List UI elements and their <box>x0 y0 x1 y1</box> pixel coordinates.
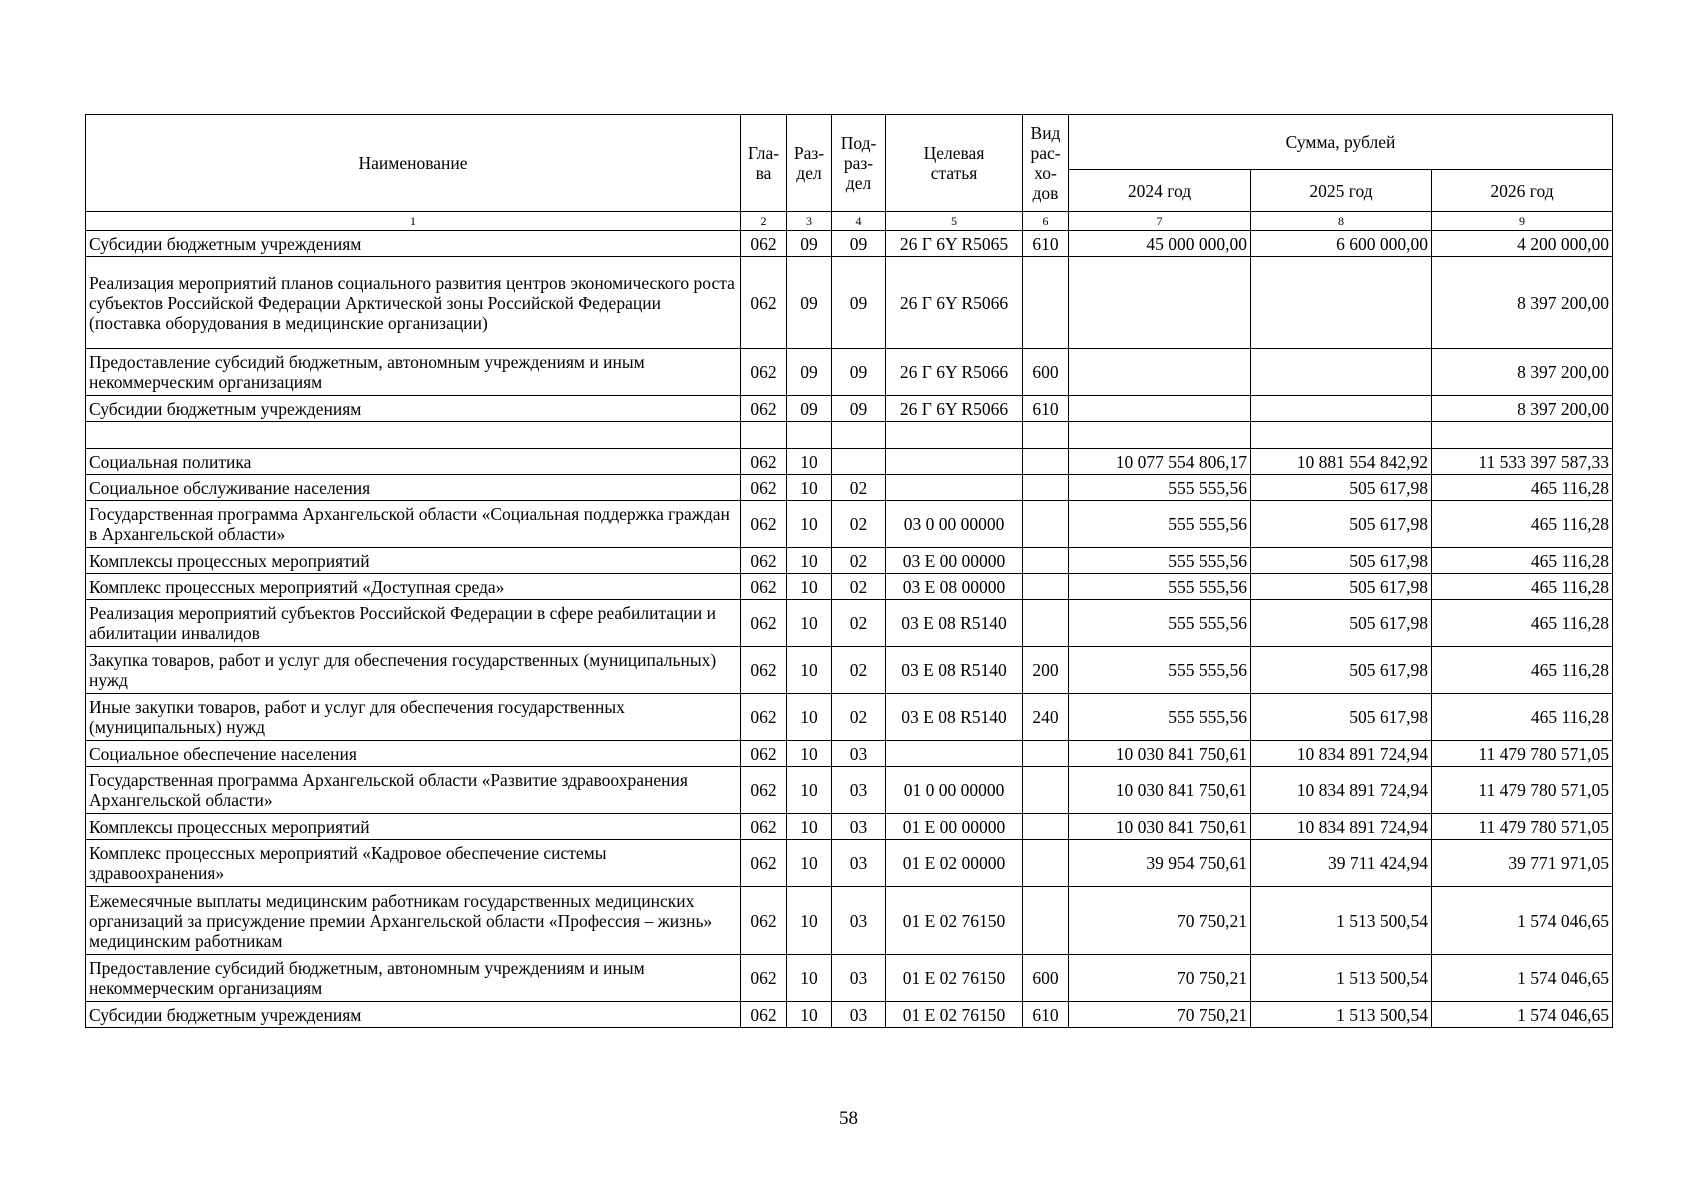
row-amount-2024 <box>1069 349 1251 396</box>
row-podrazdel: 02 <box>832 600 886 647</box>
row-podrazdel: 02 <box>832 647 886 694</box>
column-number: 2 <box>741 212 787 231</box>
row-podrazdel: 03 <box>832 814 886 840</box>
column-number: 8 <box>1251 212 1432 231</box>
header-glava: Гла- ва <box>741 115 787 212</box>
row-glava: 062 <box>741 574 787 600</box>
row-vid <box>1023 501 1069 548</box>
row-glava: 062 <box>741 257 787 349</box>
row-tselevaya: 03 Е 08 R5140 <box>886 647 1023 694</box>
row-tselevaya: 03 Е 08 R5140 <box>886 694 1023 741</box>
table-row <box>86 741 1613 767</box>
row-vid <box>1023 741 1069 767</box>
row-amount-2025: 6 600 000,00 <box>1251 231 1432 257</box>
row-amount-2025 <box>1251 396 1432 422</box>
row-tselevaya: 03 Е 08 R5140 <box>886 600 1023 647</box>
row-podrazdel: 02 <box>832 475 886 501</box>
row-podrazdel: 03 <box>832 840 886 887</box>
budget-table <box>85 114 1613 1028</box>
row-vid: 610 <box>1023 231 1069 257</box>
table-row <box>86 501 1613 548</box>
row-name: Закупка товаров, работ и услуг для обеспечения государственных (муниципальных) нужд <box>86 647 741 694</box>
row-amount-2026: 465 116,28 <box>1432 475 1613 501</box>
row-razdel <box>787 422 832 449</box>
table-row <box>86 449 1613 475</box>
header-podrazdel: Под- раз- дел <box>832 115 886 212</box>
row-podrazdel: 09 <box>832 231 886 257</box>
row-podrazdel: 02 <box>832 694 886 741</box>
row-tselevaya: 01 Е 02 76150 <box>886 1002 1023 1028</box>
row-razdel: 09 <box>787 396 832 422</box>
column-number: 1 <box>86 212 741 231</box>
row-amount-2025: 505 617,98 <box>1251 694 1432 741</box>
row-amount-2024 <box>1069 396 1251 422</box>
row-podrazdel: 03 <box>832 1002 886 1028</box>
header-vid-rashodov: Вид рас- хо- дов <box>1023 115 1069 212</box>
row-amount-2024: 555 555,56 <box>1069 600 1251 647</box>
row-amount-2024: 555 555,56 <box>1069 501 1251 548</box>
table-row <box>86 647 1613 694</box>
row-amount-2026: 11 479 780 571,05 <box>1432 741 1613 767</box>
row-amount-2026: 11 479 780 571,05 <box>1432 767 1613 814</box>
row-podrazdel: 02 <box>832 548 886 574</box>
row-amount-2024: 555 555,56 <box>1069 647 1251 694</box>
table-row <box>86 548 1613 574</box>
row-amount-2025: 10 834 891 724,94 <box>1251 767 1432 814</box>
row-razdel: 09 <box>787 231 832 257</box>
table-row <box>86 955 1613 1002</box>
row-podrazdel <box>832 449 886 475</box>
row-amount-2024: 555 555,56 <box>1069 548 1251 574</box>
row-name: Предоставление субсидий бюджетным, автономным учреждениям и иным некоммерческим организациям <box>86 955 741 1002</box>
row-tselevaya: 01 Е 02 00000 <box>886 840 1023 887</box>
row-glava: 062 <box>741 741 787 767</box>
row-amount-2024: 10 030 841 750,61 <box>1069 767 1251 814</box>
row-name: Комплекс процессных мероприятий «Кадровое обеспечение системы здравоохранения» <box>86 840 741 887</box>
row-amount-2026: 1 574 046,65 <box>1432 1002 1613 1028</box>
row-name: Субсидии бюджетным учреждениям <box>86 1002 741 1028</box>
row-razdel: 10 <box>787 767 832 814</box>
row-razdel: 10 <box>787 814 832 840</box>
table-row <box>86 257 1613 349</box>
row-razdel: 10 <box>787 840 832 887</box>
table-row <box>86 396 1613 422</box>
row-vid: 600 <box>1023 349 1069 396</box>
row-name: Комплексы процессных мероприятий <box>86 814 741 840</box>
row-vid <box>1023 600 1069 647</box>
column-number: 9 <box>1432 212 1613 231</box>
table-row <box>86 840 1613 887</box>
row-vid: 240 <box>1023 694 1069 741</box>
row-name: Государственная программа Архангельской области «Развитие здравоохранения Архангельской области» <box>86 767 741 814</box>
table-row <box>86 574 1613 600</box>
row-podrazdel: 03 <box>832 887 886 955</box>
row-amount-2024 <box>1069 257 1251 349</box>
row-razdel: 10 <box>787 449 832 475</box>
row-vid <box>1023 767 1069 814</box>
row-glava: 062 <box>741 814 787 840</box>
row-tselevaya <box>886 475 1023 501</box>
row-razdel: 10 <box>787 475 832 501</box>
column-number: 3 <box>787 212 832 231</box>
row-glava: 062 <box>741 600 787 647</box>
row-podrazdel: 09 <box>832 396 886 422</box>
table-row <box>86 475 1613 501</box>
row-amount-2026: 8 397 200,00 <box>1432 349 1613 396</box>
row-razdel: 10 <box>787 647 832 694</box>
row-name: Государственная программа Архангельской области «Социальная поддержка граждан в Архангельской области» <box>86 501 741 548</box>
row-tselevaya: 26 Г 6Y R5066 <box>886 257 1023 349</box>
row-razdel: 10 <box>787 887 832 955</box>
row-glava: 062 <box>741 955 787 1002</box>
row-vid: 610 <box>1023 1002 1069 1028</box>
row-razdel: 10 <box>787 501 832 548</box>
row-amount-2024: 10 030 841 750,61 <box>1069 741 1251 767</box>
column-number: 6 <box>1023 212 1069 231</box>
row-amount-2024: 10 030 841 750,61 <box>1069 814 1251 840</box>
row-amount-2026: 465 116,28 <box>1432 694 1613 741</box>
row-glava: 062 <box>741 231 787 257</box>
row-glava: 062 <box>741 548 787 574</box>
row-amount-2024: 555 555,56 <box>1069 574 1251 600</box>
row-name: Иные закупки товаров, работ и услуг для обеспечения государственных (муниципальных) нужд <box>86 694 741 741</box>
row-glava: 062 <box>741 349 787 396</box>
row-amount-2025: 1 513 500,54 <box>1251 887 1432 955</box>
row-amount-2026: 1 574 046,65 <box>1432 955 1613 1002</box>
row-tselevaya <box>886 741 1023 767</box>
row-vid <box>1023 475 1069 501</box>
header-year-2024: 2024 год <box>1069 170 1251 212</box>
row-razdel: 10 <box>787 955 832 1002</box>
row-amount-2026: 465 116,28 <box>1432 548 1613 574</box>
row-amount-2026: 465 116,28 <box>1432 600 1613 647</box>
row-razdel: 10 <box>787 574 832 600</box>
header-year-2025: 2025 год <box>1251 170 1432 212</box>
row-amount-2026: 465 116,28 <box>1432 501 1613 548</box>
row-glava: 062 <box>741 840 787 887</box>
row-amount-2026: 39 771 971,05 <box>1432 840 1613 887</box>
row-glava <box>741 422 787 449</box>
row-glava: 062 <box>741 475 787 501</box>
row-name: Предоставление субсидий бюджетным, автономным учреждениям и иным некоммерческим организациям <box>86 349 741 396</box>
row-name: Комплексы процессных мероприятий <box>86 548 741 574</box>
row-name: Субсидии бюджетным учреждениям <box>86 396 741 422</box>
row-tselevaya: 01 Е 02 76150 <box>886 887 1023 955</box>
row-vid: 600 <box>1023 955 1069 1002</box>
row-glava: 062 <box>741 767 787 814</box>
page-number: 58 <box>839 1108 858 1129</box>
row-vid: 610 <box>1023 396 1069 422</box>
row-amount-2025: 505 617,98 <box>1251 501 1432 548</box>
row-name: Комплекс процессных мероприятий «Доступная среда» <box>86 574 741 600</box>
row-podrazdel: 09 <box>832 257 886 349</box>
header-summa: Сумма, рублей <box>1069 115 1613 170</box>
row-podrazdel: 03 <box>832 955 886 1002</box>
column-numbers-row <box>86 212 1613 231</box>
row-vid <box>1023 449 1069 475</box>
row-vid <box>1023 422 1069 449</box>
row-amount-2024: 70 750,21 <box>1069 955 1251 1002</box>
row-amount-2025 <box>1251 257 1432 349</box>
row-tselevaya: 03 0 00 00000 <box>886 501 1023 548</box>
row-tselevaya: 03 Е 00 00000 <box>886 548 1023 574</box>
header-tselevaya-statya: Целевая статья <box>886 115 1023 212</box>
row-amount-2025 <box>1251 422 1432 449</box>
row-amount-2025: 1 513 500,54 <box>1251 1002 1432 1028</box>
row-tselevaya: 01 Е 02 76150 <box>886 955 1023 1002</box>
table-row <box>86 767 1613 814</box>
row-amount-2025: 39 711 424,94 <box>1251 840 1432 887</box>
row-amount-2026: 1 574 046,65 <box>1432 887 1613 955</box>
row-name <box>86 422 741 449</box>
row-glava: 062 <box>741 694 787 741</box>
row-amount-2026: 465 116,28 <box>1432 574 1613 600</box>
row-amount-2025: 10 834 891 724,94 <box>1251 814 1432 840</box>
row-razdel: 10 <box>787 741 832 767</box>
row-razdel: 09 <box>787 349 832 396</box>
table-row-blank <box>86 422 1613 449</box>
row-name: Социальное обслуживание населения <box>86 475 741 501</box>
row-podrazdel: 02 <box>832 501 886 548</box>
row-amount-2024: 555 555,56 <box>1069 694 1251 741</box>
row-tselevaya: 26 Г 6Y R5066 <box>886 349 1023 396</box>
row-amount-2025: 505 617,98 <box>1251 548 1432 574</box>
row-vid <box>1023 548 1069 574</box>
row-glava: 062 <box>741 647 787 694</box>
row-podrazdel: 03 <box>832 767 886 814</box>
column-number: 7 <box>1069 212 1251 231</box>
row-podrazdel: 09 <box>832 349 886 396</box>
header-name: Наименование <box>86 115 741 212</box>
row-vid <box>1023 887 1069 955</box>
row-razdel: 10 <box>787 694 832 741</box>
row-glava: 062 <box>741 501 787 548</box>
row-name: Социальная политика <box>86 449 741 475</box>
row-glava: 062 <box>741 887 787 955</box>
row-podrazdel: 03 <box>832 741 886 767</box>
row-amount-2025: 1 513 500,54 <box>1251 955 1432 1002</box>
table-row <box>86 814 1613 840</box>
row-amount-2026: 11 533 397 587,33 <box>1432 449 1613 475</box>
row-name: Ежемесячные выплаты медицинским работникам государственных медицинских организаций за присуждение премии Архангельской области «Профессия – жизнь» медицинским работникам <box>86 887 741 955</box>
row-amount-2026: 8 397 200,00 <box>1432 396 1613 422</box>
row-tselevaya: 26 Г 6Y R5065 <box>886 231 1023 257</box>
row-tselevaya <box>886 449 1023 475</box>
row-amount-2024: 70 750,21 <box>1069 1002 1251 1028</box>
header-razdel: Раз- дел <box>787 115 832 212</box>
table-row <box>86 349 1613 396</box>
row-amount-2026: 8 397 200,00 <box>1432 257 1613 349</box>
row-vid <box>1023 257 1069 349</box>
row-amount-2024: 10 077 554 806,17 <box>1069 449 1251 475</box>
row-tselevaya: 03 Е 08 00000 <box>886 574 1023 600</box>
row-amount-2026: 465 116,28 <box>1432 647 1613 694</box>
row-tselevaya <box>886 422 1023 449</box>
row-razdel: 10 <box>787 548 832 574</box>
row-razdel: 09 <box>787 257 832 349</box>
row-razdel: 10 <box>787 1002 832 1028</box>
row-amount-2026 <box>1432 422 1613 449</box>
row-podrazdel <box>832 422 886 449</box>
row-vid <box>1023 840 1069 887</box>
row-amount-2025: 10 834 891 724,94 <box>1251 741 1432 767</box>
row-podrazdel: 02 <box>832 574 886 600</box>
row-amount-2025: 505 617,98 <box>1251 574 1432 600</box>
row-vid <box>1023 574 1069 600</box>
header-year-2026: 2026 год <box>1432 170 1613 212</box>
table-row <box>86 694 1613 741</box>
table-row <box>86 887 1613 955</box>
row-name: Реализация мероприятий субъектов Российской Федерации в сфере реабилитации и абилитации инвалидов <box>86 600 741 647</box>
column-number: 5 <box>886 212 1023 231</box>
row-amount-2024: 555 555,56 <box>1069 475 1251 501</box>
row-vid: 200 <box>1023 647 1069 694</box>
row-amount-2025 <box>1251 349 1432 396</box>
row-name: Социальное обеспечение населения <box>86 741 741 767</box>
row-glava: 062 <box>741 396 787 422</box>
column-number: 4 <box>832 212 886 231</box>
row-amount-2025: 505 617,98 <box>1251 600 1432 647</box>
table-row <box>86 1002 1613 1028</box>
row-name: Реализация мероприятий планов социального развития центров экономического роста субъектов Российской Федерации Арктической зоны Российской Федерации (поставка оборудования в медицинские организации) <box>86 257 741 349</box>
row-tselevaya: 01 Е 00 00000 <box>886 814 1023 840</box>
row-amount-2025: 505 617,98 <box>1251 475 1432 501</box>
row-razdel: 10 <box>787 600 832 647</box>
row-vid <box>1023 814 1069 840</box>
row-tselevaya: 01 0 00 00000 <box>886 767 1023 814</box>
row-glava: 062 <box>741 1002 787 1028</box>
row-name: Субсидии бюджетным учреждениям <box>86 231 741 257</box>
row-tselevaya: 26 Г 6Y R5066 <box>886 396 1023 422</box>
row-amount-2024: 45 000 000,00 <box>1069 231 1251 257</box>
row-amount-2024: 70 750,21 <box>1069 887 1251 955</box>
row-amount-2024 <box>1069 422 1251 449</box>
row-amount-2026: 4 200 000,00 <box>1432 231 1613 257</box>
table-row <box>86 600 1613 647</box>
row-amount-2025: 505 617,98 <box>1251 647 1432 694</box>
row-amount-2025: 10 881 554 842,92 <box>1251 449 1432 475</box>
table-row <box>86 231 1613 257</box>
row-amount-2026: 11 479 780 571,05 <box>1432 814 1613 840</box>
row-amount-2024: 39 954 750,61 <box>1069 840 1251 887</box>
row-glava: 062 <box>741 449 787 475</box>
